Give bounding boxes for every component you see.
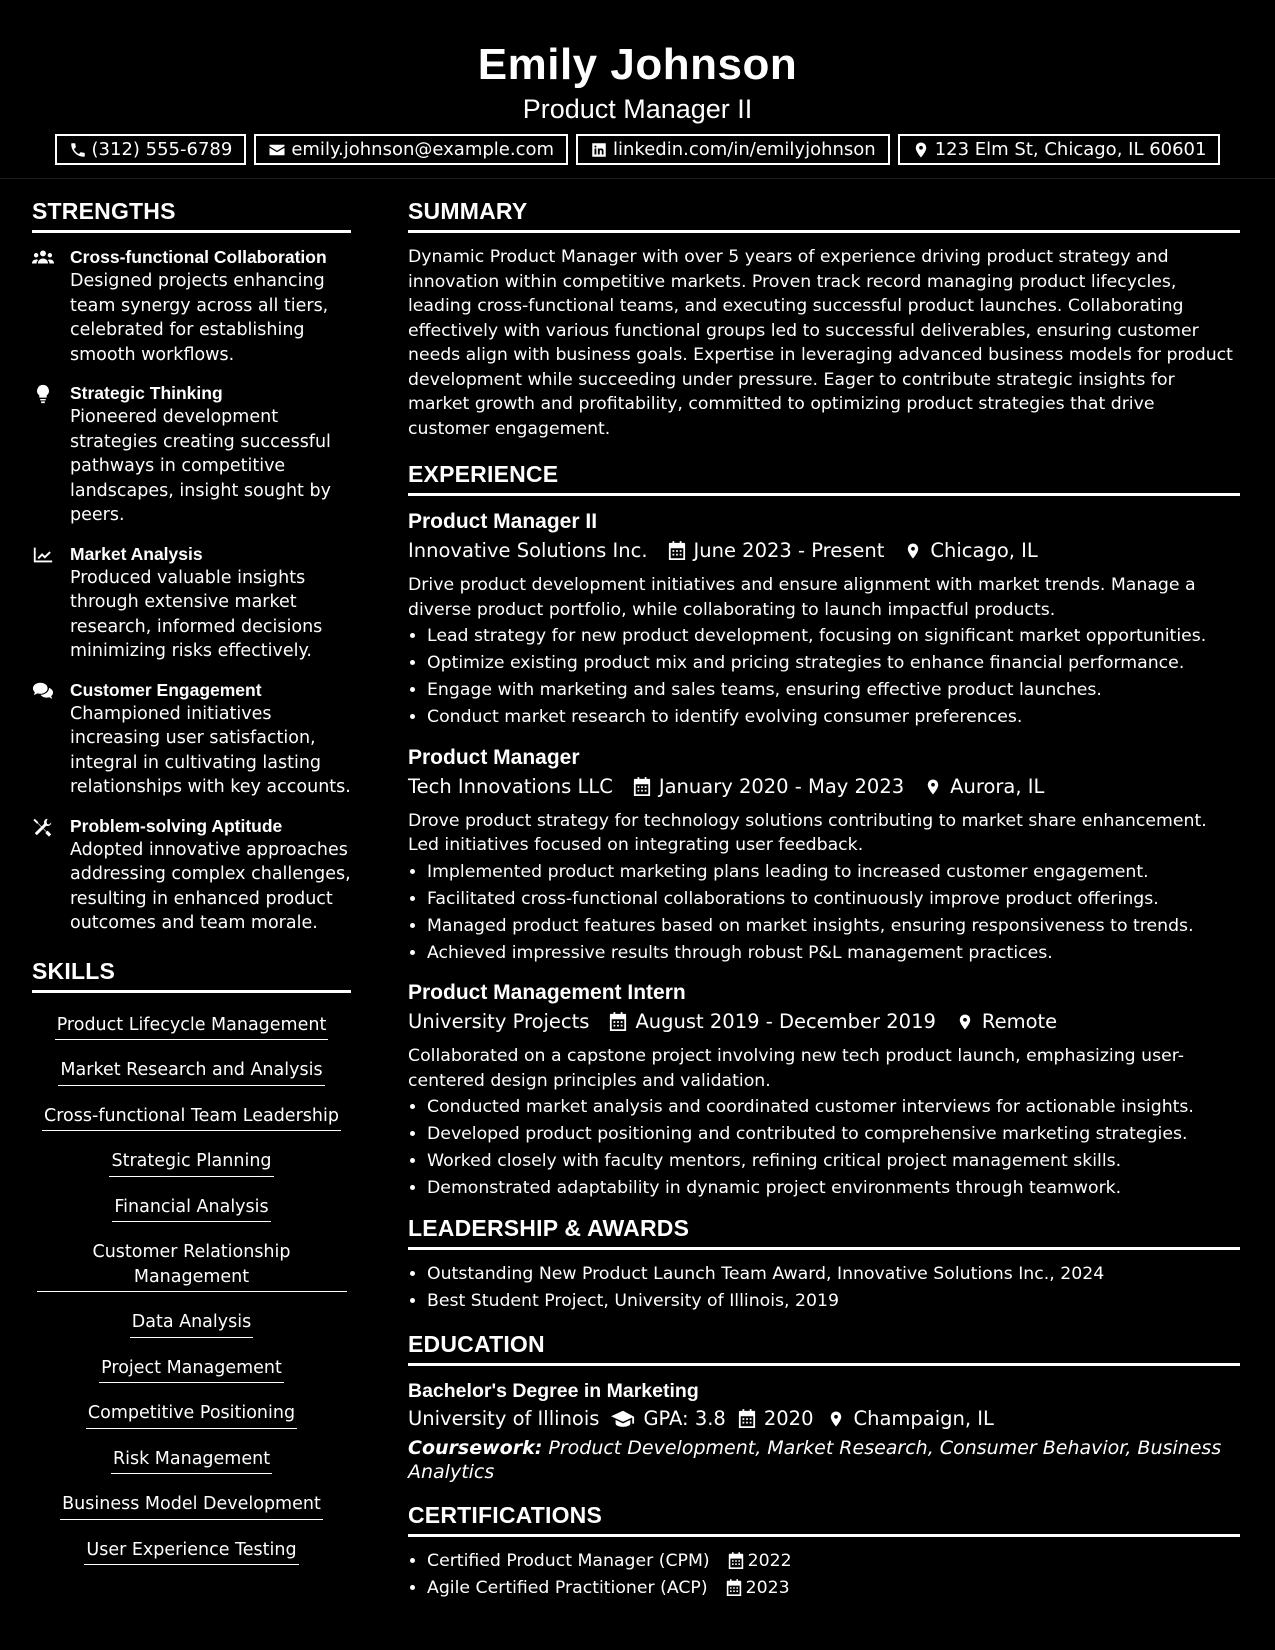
summary-heading: SUMMARY <box>408 198 1240 233</box>
job-title: Product Management Intern <box>408 981 686 1004</box>
job-bullet: • Facilitated cross-functional collaborations to continuously improve product offerings. <box>427 887 1240 912</box>
skill-item: Financial Analysis <box>112 1195 270 1223</box>
job-entry <box>408 744 1240 966</box>
strength-item <box>32 245 351 367</box>
map-marker-icon <box>904 541 922 561</box>
skill-item: Business Model Development <box>60 1492 323 1520</box>
strength-item <box>32 678 351 800</box>
certification-item <box>427 1549 1240 1574</box>
job-dates: January 2020 - May 2023 <box>658 774 905 798</box>
skill-item: Market Research and Analysis <box>58 1058 324 1086</box>
strength-name: Strategic Thinking <box>70 383 223 403</box>
phone-contact[interactable] <box>55 134 247 165</box>
strength-name: Problem-solving Aptitude <box>70 815 283 836</box>
strengths-heading: STRENGTHS <box>32 198 351 233</box>
strength-desc: Pioneered development strategies creating successful pathways in competitive landscapes, insight sought by peers. <box>70 407 331 525</box>
left-column <box>32 198 351 1583</box>
strength-desc: Adopted innovative approaches addressing complex challenges, resulting in enhanced product outcomes and team morale. <box>70 839 351 933</box>
job-bullet: • Achieved impressive results through robust P&L management practices. <box>427 941 1240 966</box>
job-bullet: • Implemented product marketing plans leading to increased customer engagement. <box>427 860 1240 885</box>
right-column <box>408 198 1240 1603</box>
skill-item: Customer Relationship Management <box>37 1240 347 1292</box>
email-contact[interactable] <box>254 134 568 165</box>
coursework <box>408 1436 1240 1484</box>
job-title: Product Manager II <box>408 510 598 533</box>
award-item: • Outstanding New Product Launch Team Award, Innovative Solutions Inc., 2024 <box>427 1262 1240 1287</box>
job-entry <box>408 508 1240 730</box>
certifications-list <box>408 1549 1240 1601</box>
skill-item: Data Analysis <box>130 1310 253 1338</box>
chart-line-icon <box>32 545 54 565</box>
job-bullets <box>408 624 1240 730</box>
strength-desc: Produced valuable insights through extensive market research, informed decisions minimizing risks effectively. <box>70 567 323 661</box>
address-contact[interactable] <box>898 134 1221 165</box>
strength-name: Customer Engagement <box>70 679 262 700</box>
address-text: 123 Elm St, Chicago, IL 60601 <box>934 139 1207 160</box>
job-bullet: • Developed product positioning and contributed to comprehensive marketing strategies. <box>427 1122 1240 1147</box>
coursework-label: Coursework: <box>408 1437 543 1459</box>
coursework-list: Product Development, Market Research, Consumer Behavior, Business Analytics <box>408 1437 1222 1483</box>
job-bullet: • Optimize existing product mix and pricing strategies to enhance financial performance. <box>427 651 1240 676</box>
certification-name: • Certified Product Manager (CPM) <box>427 1551 710 1571</box>
job-location: Aurora, IL <box>950 774 1045 798</box>
award-item: • Best Student Project, University of Illinois, 2019 <box>427 1289 1240 1314</box>
job-bullet: • Engage with marketing and sales teams, ensuring effective product launches. <box>427 678 1240 703</box>
email-text: emily.johnson@example.com <box>291 139 555 160</box>
candidate-title: Product Manager II <box>522 94 753 124</box>
strength-item <box>32 542 351 664</box>
job-dates: August 2019 - December 2019 <box>635 1010 936 1033</box>
map-marker-icon <box>956 1012 974 1032</box>
summary-text: Dynamic Product Manager with over 5 years of experience driving product strategy and innovation within competitive markets. Proven track record managing product lifecycles, leading cross-functional teams, and executing successful product launches. Collaborating effectively with various functional groups led to successful deliverables, ensuring customer needs align with business goals. Expertise in leveraging advanced business models for product development while succeeding under pressure. Eager to contribute strategic insights for market growth and profitability, committed to optimizing product strategies that drive customer engagement. <box>408 247 1233 439</box>
certification-name: • Agile Certified Practitioner (ACP) <box>427 1578 708 1598</box>
strength-desc: Championed initiatives increasing user satisfaction, integral in cultivating lasting relationships with key accounts. <box>70 703 351 797</box>
linkedin-icon <box>590 141 608 159</box>
skill-item: Project Management <box>99 1356 284 1384</box>
map-marker-icon <box>912 141 930 159</box>
users-icon <box>32 248 54 268</box>
skill-list <box>32 1013 351 1584</box>
job-description: Collaborated on a capstone project involving new tech product launch, emphasizing user-centered design principles and validation. <box>408 1046 1184 1091</box>
calendar-icon <box>668 541 686 561</box>
job-meta <box>408 772 1240 802</box>
job-bullet: • Managed product features based on market insights, ensuring responsiveness to trends. <box>427 914 1240 939</box>
job-description: Drive product development initiatives and ensure alignment with market trends. Manage a diverse product portfolio, while collaborating to launch impactful products. <box>408 575 1196 620</box>
skill-item: User Experience Testing <box>84 1538 298 1566</box>
job-bullets <box>408 1095 1240 1201</box>
calendar-icon <box>609 1012 627 1032</box>
job-location: Chicago, IL <box>930 539 1038 562</box>
skill-item: Risk Management <box>111 1447 272 1475</box>
degree-title: Bachelor's Degree in Marketing <box>408 1380 699 1402</box>
school-location: Champaign, IL <box>853 1407 994 1430</box>
strength-desc: Designed projects enhancing team synergy across all tiers, celebrated for establishing smooth workflows. <box>70 271 329 365</box>
job-bullet: • Conducted market analysis and coordinated customer interviews for actionable insights. <box>427 1095 1240 1120</box>
tools-icon <box>32 817 54 837</box>
lightbulb-icon <box>32 384 54 404</box>
skills-section <box>32 958 351 1584</box>
strength-name: Cross-functional Collaboration <box>70 247 327 267</box>
job-company: University Projects <box>408 1010 590 1033</box>
gpa-text: GPA: 3.8 <box>643 1407 726 1430</box>
skill-item: Product Lifecycle Management <box>55 1013 329 1041</box>
phone-text: (312) 555-6789 <box>91 139 233 160</box>
calendar-icon <box>633 777 651 797</box>
job-entry <box>408 979 1240 1201</box>
skills-heading: SKILLS <box>32 958 351 993</box>
awards-list <box>408 1262 1240 1314</box>
map-marker-icon <box>924 777 942 797</box>
strength-item <box>32 381 351 528</box>
calendar-icon <box>726 1579 742 1597</box>
job-title: Product Manager <box>408 745 580 769</box>
job-bullet: • Conduct market research to identify evolving consumer preferences. <box>427 705 1240 730</box>
calendar-icon <box>738 1409 756 1429</box>
school-name: University of Illinois <box>408 1407 600 1430</box>
job-location: Remote <box>981 1010 1058 1033</box>
certifications-heading: CERTIFICATIONS <box>408 1502 1240 1537</box>
resume-header <box>0 0 1275 179</box>
map-marker-icon <box>827 1409 845 1429</box>
skill-item: Cross-functional Team Leadership <box>42 1104 341 1132</box>
skill-item: Strategic Planning <box>109 1149 273 1177</box>
calendar-icon <box>728 1552 744 1570</box>
comments-icon <box>32 681 54 701</box>
strength-name: Market Analysis <box>70 543 203 564</box>
graduation-cap-icon <box>611 1409 635 1429</box>
envelope-icon <box>268 141 286 159</box>
experience-heading: EXPERIENCE <box>408 461 1240 496</box>
graduation-year: 2020 <box>763 1407 814 1430</box>
certification-year: 2023 <box>745 1578 790 1598</box>
job-company: Tech Innovations LLC <box>408 774 613 798</box>
education-meta <box>408 1404 1240 1434</box>
job-description: Drove product strategy for technology solutions contributing to market share enhancement. Led initiatives focused on integrating user feedback. <box>408 810 1207 855</box>
job-bullet: • Lead strategy for new product development, focusing on significant market opportunities. <box>427 624 1240 649</box>
phone-icon <box>69 141 87 159</box>
strength-item <box>32 814 351 936</box>
education-heading: EDUCATION <box>408 1331 1240 1366</box>
job-dates: June 2023 - Present <box>693 539 885 562</box>
job-company: Innovative Solutions Inc. <box>408 539 648 562</box>
job-bullets <box>408 860 1240 966</box>
certification-item <box>427 1576 1240 1601</box>
contact-bar <box>0 134 1275 165</box>
linkedin-contact[interactable] <box>576 134 890 165</box>
candidate-name: Emily Johnson <box>477 40 798 89</box>
job-bullet: • Demonstrated adaptability in dynamic project environments through teamwork. <box>427 1176 1240 1201</box>
certification-year: 2022 <box>747 1551 792 1571</box>
linkedin-text: linkedin.com/in/emilyjohnson <box>613 139 876 160</box>
job-meta <box>408 1007 1240 1037</box>
job-bullet: • Worked closely with faculty mentors, refining critical project management skills. <box>427 1149 1240 1174</box>
leadership-heading: LEADERSHIP & AWARDS <box>408 1215 1240 1250</box>
job-meta <box>408 536 1240 566</box>
skill-item: Competitive Positioning <box>86 1401 297 1429</box>
